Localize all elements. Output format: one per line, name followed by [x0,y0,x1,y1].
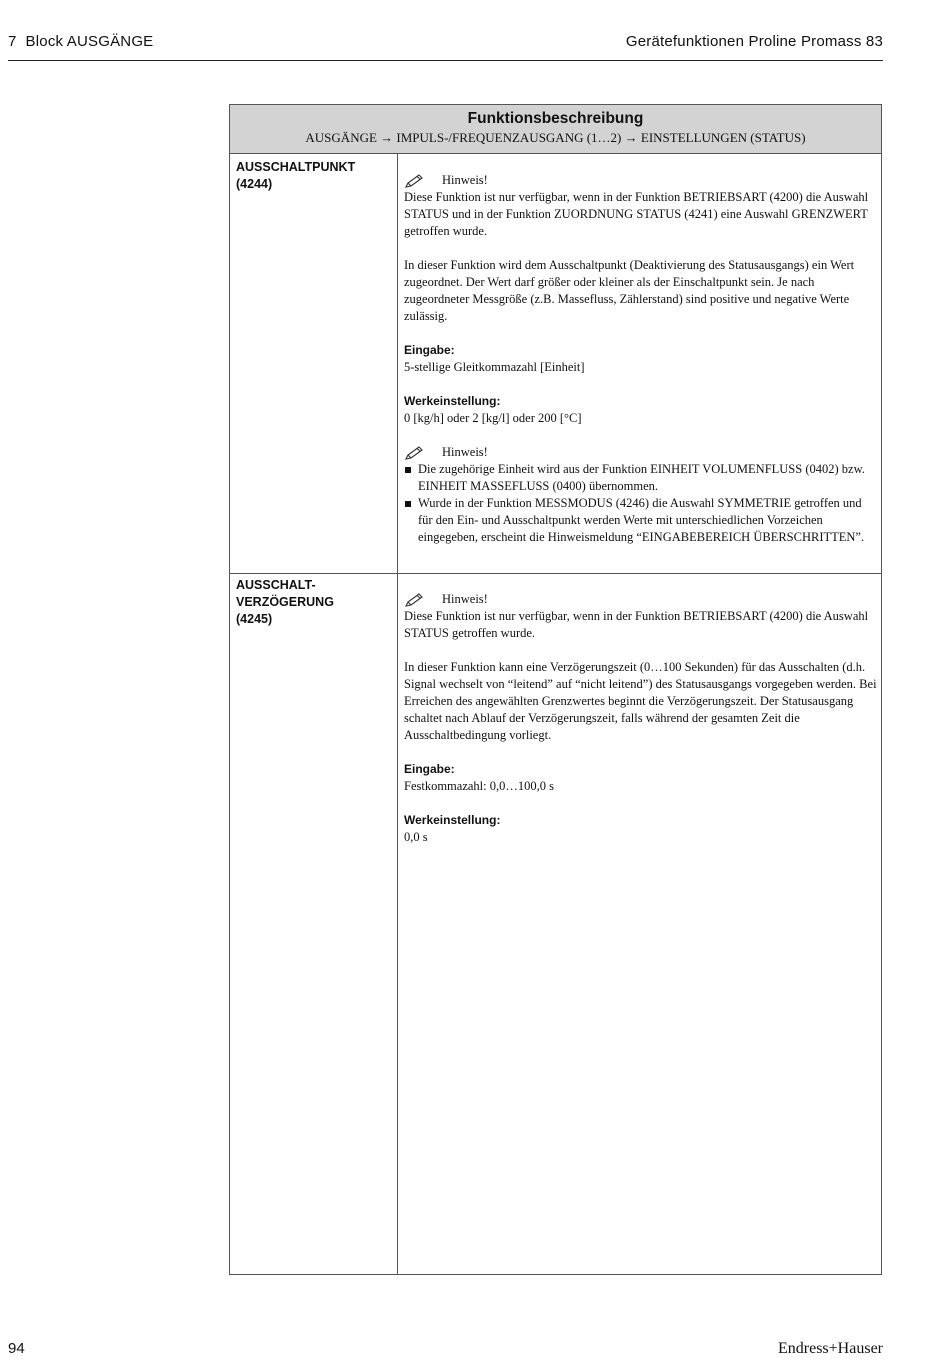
default-value: 0 [kg/h] oder 2 [kg/l] oder 200 [°C] [404,411,582,425]
function-name-line: VERZÖGERUNG [236,595,334,609]
note-label: Hinweis! [442,445,488,459]
description-text: In dieser Funktion wird dem Ausschaltpunkt (Deaktivierung des Statusausgangs) ein Wert zugeordnet. Der Wert darf größer oder kleiner als der Einschaltpunkt sein. Je nach zugeordneter Messgröße (z.B. Massefluss, Zählerstand) sind positive und negative Werte zulässig. [404,258,855,323]
function-description-ausschaltpunkt [404,172,878,546]
menu-path: AUSGÄNGE → IMPULS-/FREQUENZAUSGANG (1…2) → EINSTELLUNGEN (STATUS) [305,130,806,145]
function-code: (4245) [236,612,273,626]
input-label: Eingabe: [404,762,455,776]
column-divider [397,153,398,1274]
function-table [229,104,882,1275]
note-label: Hinweis! [442,173,488,187]
function-name-line: AUSSCHALTPUNKT [236,160,356,174]
function-name-ausschaltpunkt [236,159,355,193]
input-value: 5-stellige Gleitkommazahl [Einheit] [404,360,585,374]
default-label: Werkeinstellung: [404,394,501,408]
page-number: 94 [8,1340,25,1357]
note-heading [404,591,878,608]
function-description-ausschaltverzoegerung [404,591,878,846]
pencil-icon [404,445,424,461]
input-label: Eingabe: [404,343,455,357]
list-item: Wurde in der Funktion MESSMODUS (4246) die Auswahl SYMMETRIE getroffen und für den Ein- und Ausschaltpunkt werden Werte mit unterschiedlichen Vorzeichen eingegeben, erscheint die Hinweismeldung “EINGABEBEREICH ÜBERSCHRITTEN”. [404,495,878,546]
document-title: Gerätefunktionen Proline Promass 83 [625,33,883,50]
list-item: Die zugehörige Einheit wird aus der Funktion EINHEIT VOLUMENFLUSS (0402) bzw. EINHEIT MASSEFLUSS (0400) übernommen. [404,461,878,495]
note-text: Diese Funktion ist nur verfügbar, wenn in der Funktion BETRIEBSART (4200) die Auswahl STATUS getroffen wurde. [404,609,869,640]
chapter-number: 7 [8,33,17,50]
running-header-chapter [8,33,153,50]
description-text: In dieser Funktion kann eine Verzögerungszeit (0…100 Sekunden) für das Ausschalten (d.h. Signal wechselt von “leitend” auf “nicht leitend”) des Statusausgangs vorgegeben werden. Bei Erreichen des angewählten Grenzwertes beginnt die Verzögerungszeit. Der Statusausgang schaltet nach Ablauf der Verzögerungszeit, falls während der gesamten Zeit die Ausschaltbedingung vorliegt. [404,660,877,742]
note-text: Diese Funktion ist nur verfügbar, wenn in der Funktion BETRIEBSART (4200) die Auswahl STATUS und in der Funktion ZUORDNUNG STATUS (4241) eine Auswahl GRENZWERT getroffen wurde. [404,190,869,238]
input-value: Festkommazahl: 0,0…100,0 s [404,779,554,793]
note-label: Hinweis! [442,592,488,606]
function-code: (4244) [236,177,273,191]
function-name-line: AUSSCHALT- [236,578,316,592]
chapter-title: Block AUSGÄNGE [25,33,154,50]
header-rule [8,60,883,61]
table-title: Funktionsbeschreibung [467,110,644,127]
default-value: 0,0 s [404,830,428,844]
row-divider [230,573,881,574]
table-header [230,105,881,154]
note-heading [404,444,878,461]
pencil-icon [404,173,424,189]
note-bullet-list [404,461,878,546]
default-label: Werkeinstellung: [404,813,501,827]
pencil-icon [404,592,424,608]
function-name-ausschaltverzoegerung [236,577,334,628]
note-heading [404,172,878,189]
brand-name: Endress+Hauser [778,1340,883,1357]
